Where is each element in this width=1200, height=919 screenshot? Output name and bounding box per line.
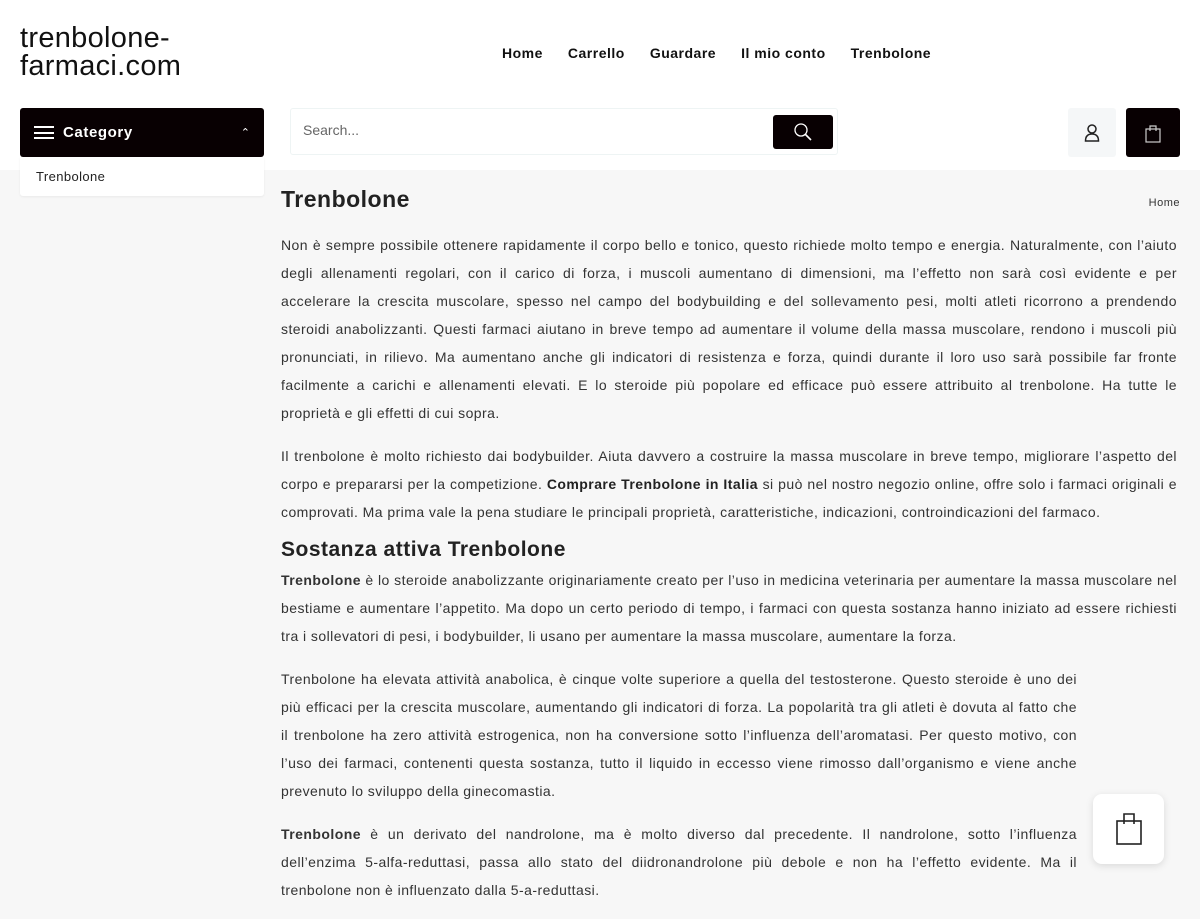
main-nav [502, 45, 931, 61]
text: si può nel nostro negozio online, offre solo i farmaci originali e comprovati. Ma prima vale la pena studiare le principali proprietà, caratteristiche, indicazioni, controindicazioni del farmaco. [281, 476, 1177, 520]
text: è lo steroide anabolizzante originariamente creato per l’uso in medicina veterinaria per aumentare la massa muscolare nel bestiame e aumentare l’appetito. Ma dopo un certo periodo di tempo, i farmaci con questa sostanza hanno iniziato ad essere richiesti tra i sollevatori di pesi, i bodybuilder, li usano per aumentare la massa muscolare, aumentare la forza. [281, 572, 1177, 644]
paragraph [281, 566, 1177, 650]
nav-home[interactable]: Home [502, 45, 543, 61]
account-button[interactable] [1068, 108, 1116, 157]
shopping-bag-icon [1145, 123, 1161, 143]
paragraph: Trenbolone ha elevata attività anabolica, è cinque volte superiore a quella del testosterone. Questo steroide è uno dei più efficaci per la crescita muscolare, aumentando gli indicatori di forza. La popolarità tra gli atleti è dovuta al fatto che il trenbolone ha zero attività estrogenica, non ha conversione sotto l’influenza dell’aromatasi. Per questo motivo, con l’uso dei farmaci, contenenti questa sostanza, tutto il liquido in eccesso viene rimosso dall’organismo e viene anche prevenuto lo sviluppo della ginecomastia. [281, 671, 1077, 799]
category-label: Category [63, 124, 133, 141]
paragraph: Non è sempre possibile ottenere rapidamente il corpo bello e tonico, questo richiede molto tempo e energia. Naturalmente, con l’aiuto degli allenamenti regolari, con il carico di forza, i muscoli aumentano di dimensioni, ma l’effetto non sarà così evidente e per accelerare la crescita muscolare, spesso nel campo del bodybuilding e del sollevamento pesi, molti atleti ricorrono a prendendo steroidi anabolizzanti. Questi farmaci aiutano in breve tempo ad aumentare il volume della massa muscolare, rendono i muscoli più pronunciati, in rilievo. Ma aumentano anche gli indicatori di resistenza e forza, quindi durante il loro uso sarà possibile far fronte facilmente a carichi e allenamenti elevati. E lo steroide più popolare ed efficace può essere attribuito al trenbolone. Ha tutte le proprietà e gli effetti di cui sopra. [281, 237, 1177, 421]
chevron-up-icon: ⌃ [240, 127, 250, 139]
paragraph [281, 442, 1177, 526]
paragraph [281, 820, 1177, 904]
breadcrumb-home[interactable]: Home [1148, 197, 1180, 209]
shopping-bag-icon [1115, 812, 1143, 846]
nav-guardare[interactable]: Guardare [649, 45, 717, 61]
main-content [281, 186, 1180, 919]
buy-link[interactable]: Comprare Trenbolone in Italia [546, 476, 759, 492]
cart-button[interactable] [1126, 108, 1180, 157]
text: Il trenbolone è molto richiesto dai bodybuilder. Aiuta davvero a costruire la massa muscolare in breve tempo, migliorare l’aspetto del corpo e prepararsi per la competizione. [281, 448, 1177, 492]
bold-text: Trenbolone [281, 572, 361, 588]
user-icon [1084, 124, 1100, 142]
site-logo[interactable]: trenbolone- farmaci.com [20, 22, 182, 82]
nav-trenbolone[interactable]: Trenbolone [850, 45, 932, 61]
text: è un derivato del nandrolone, ma è molto diverso dal precedente. Il nandrolone, sotto l’influenza dell’enzima 5-alfa-reduttasi, passa allo stato del diidronandrolone più debole e non ha l’effetto evidente. Ma il trenbolone non è influenzato dalla 5-a-reduttasi. [281, 826, 1077, 898]
category-list [20, 157, 264, 196]
search-form [290, 108, 838, 155]
floating-cart-button[interactable] [1093, 794, 1164, 864]
search-icon [793, 122, 813, 142]
menu-icon [34, 126, 54, 139]
bold-text: Trenbolone [281, 826, 361, 842]
site-header [0, 0, 1200, 170]
category-toggle[interactable] [20, 108, 264, 157]
search-input[interactable] [303, 122, 763, 138]
category-item-trenbolone[interactable]: Trenbolone [36, 169, 106, 184]
section-heading: Sostanza attiva Trenbolone [281, 538, 566, 561]
page-title: Trenbolone [281, 186, 410, 212]
search-button[interactable] [773, 115, 833, 149]
nav-carrello[interactable]: Carrello [567, 45, 625, 61]
nav-mio-conto[interactable]: Il mio conto [741, 45, 826, 61]
